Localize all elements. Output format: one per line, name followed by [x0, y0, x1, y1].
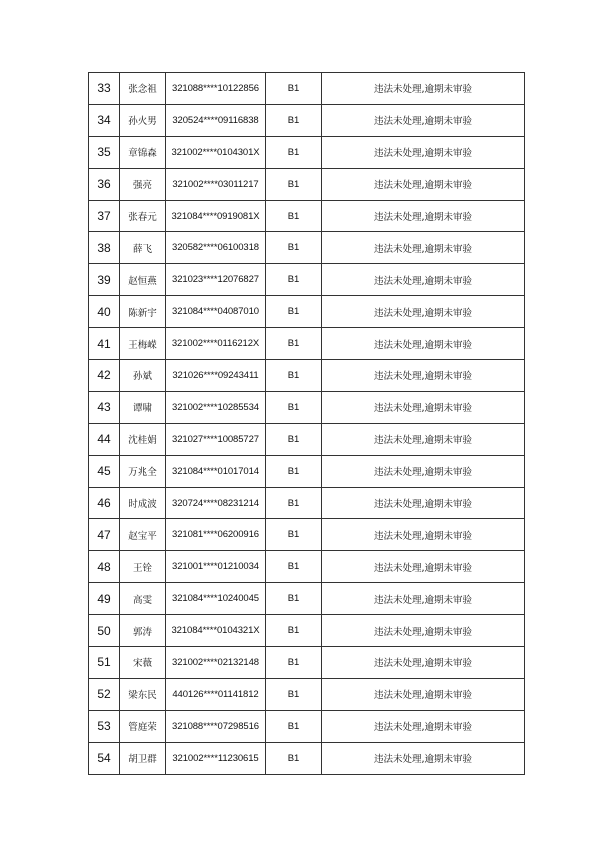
license-class: B1 [266, 391, 322, 423]
status-text: 违法未处理,逾期未审验 [322, 360, 525, 392]
status-text: 违法未处理,逾期未审验 [322, 328, 525, 360]
table-row [89, 328, 525, 360]
status-text: 违法未处理,逾期未审验 [322, 615, 525, 647]
table-row [89, 455, 525, 487]
license-class: B1 [266, 168, 322, 200]
status-text: 违法未处理,逾期未审验 [322, 710, 525, 742]
driver-name: 管庭荣 [120, 710, 166, 742]
row-number: 52 [89, 678, 120, 710]
id-number: 321081****06200916 [166, 519, 266, 551]
id-number: 321002****0104301X [166, 136, 266, 168]
license-class: B1 [266, 615, 322, 647]
row-number: 50 [89, 615, 120, 647]
license-class: B1 [266, 232, 322, 264]
driver-name: 胡卫群 [120, 742, 166, 774]
driver-name: 孙斌 [120, 360, 166, 392]
license-class: B1 [266, 583, 322, 615]
row-number: 53 [89, 710, 120, 742]
id-number: 321088****10122856 [166, 73, 266, 105]
id-number: 321027****10085727 [166, 423, 266, 455]
license-class: B1 [266, 328, 322, 360]
status-text: 违法未处理,逾期未审验 [322, 487, 525, 519]
table-row [89, 168, 525, 200]
row-number: 35 [89, 136, 120, 168]
license-class: B1 [266, 742, 322, 774]
status-text: 违法未处理,逾期未审验 [322, 742, 525, 774]
driver-name: 赵宝平 [120, 519, 166, 551]
driver-name: 谭啸 [120, 391, 166, 423]
row-number: 41 [89, 328, 120, 360]
status-text: 违法未处理,逾期未审验 [322, 104, 525, 136]
document-page [88, 72, 525, 775]
status-text: 违法未处理,逾期未审验 [322, 136, 525, 168]
driver-name: 薛飞 [120, 232, 166, 264]
license-class: B1 [266, 73, 322, 105]
table-row [89, 647, 525, 679]
id-number: 320724****08231214 [166, 487, 266, 519]
table-row [89, 73, 525, 105]
driver-table [88, 72, 525, 775]
row-number: 39 [89, 264, 120, 296]
table-row [89, 710, 525, 742]
id-number: 321002****02132148 [166, 647, 266, 679]
id-number: 321088****07298516 [166, 710, 266, 742]
license-class: B1 [266, 678, 322, 710]
license-class: B1 [266, 710, 322, 742]
row-number: 37 [89, 200, 120, 232]
row-number: 34 [89, 104, 120, 136]
driver-name: 陈新宇 [120, 296, 166, 328]
license-class: B1 [266, 519, 322, 551]
license-class: B1 [266, 455, 322, 487]
row-number: 49 [89, 583, 120, 615]
driver-name: 时成波 [120, 487, 166, 519]
driver-name: 张念祖 [120, 73, 166, 105]
id-number: 321026****09243411 [166, 360, 266, 392]
table-row [89, 104, 525, 136]
license-class: B1 [266, 104, 322, 136]
status-text: 违法未处理,逾期未审验 [322, 519, 525, 551]
row-number: 40 [89, 296, 120, 328]
id-number: 321002****11230615 [166, 742, 266, 774]
table-row [89, 487, 525, 519]
row-number: 42 [89, 360, 120, 392]
status-text: 违法未处理,逾期未审验 [322, 232, 525, 264]
id-number: 321084****01017014 [166, 455, 266, 487]
table-row [89, 615, 525, 647]
license-class: B1 [266, 551, 322, 583]
table-row [89, 296, 525, 328]
license-class: B1 [266, 296, 322, 328]
license-class: B1 [266, 264, 322, 296]
table-row [89, 742, 525, 774]
license-class: B1 [266, 423, 322, 455]
table-row [89, 232, 525, 264]
table-row [89, 423, 525, 455]
license-class: B1 [266, 647, 322, 679]
driver-name: 宋薇 [120, 647, 166, 679]
row-number: 33 [89, 73, 120, 105]
status-text: 违法未处理,逾期未审验 [322, 583, 525, 615]
status-text: 违法未处理,逾期未审验 [322, 678, 525, 710]
table-row [89, 136, 525, 168]
row-number: 43 [89, 391, 120, 423]
driver-name: 孙火男 [120, 104, 166, 136]
row-number: 51 [89, 647, 120, 679]
row-number: 36 [89, 168, 120, 200]
id-number: 321002****10285534 [166, 391, 266, 423]
id-number: 440126****01141812 [166, 678, 266, 710]
driver-name: 万兆全 [120, 455, 166, 487]
status-text: 违法未处理,逾期未审验 [322, 423, 525, 455]
row-number: 48 [89, 551, 120, 583]
driver-name: 沈桂娟 [120, 423, 166, 455]
status-text: 违法未处理,逾期未审验 [322, 200, 525, 232]
table-row [89, 678, 525, 710]
status-text: 违法未处理,逾期未审验 [322, 551, 525, 583]
table-row [89, 391, 525, 423]
driver-name: 梁东民 [120, 678, 166, 710]
row-number: 47 [89, 519, 120, 551]
driver-name: 强亮 [120, 168, 166, 200]
driver-name: 王铨 [120, 551, 166, 583]
table-row [89, 551, 525, 583]
driver-name: 郭涛 [120, 615, 166, 647]
id-number: 321023****12076827 [166, 264, 266, 296]
row-number: 54 [89, 742, 120, 774]
driver-name: 张春元 [120, 200, 166, 232]
status-text: 违法未处理,逾期未审验 [322, 296, 525, 328]
id-number: 320524****09116838 [166, 104, 266, 136]
status-text: 违法未处理,逾期未审验 [322, 168, 525, 200]
license-class: B1 [266, 487, 322, 519]
driver-name: 王梅嵘 [120, 328, 166, 360]
id-number: 321084****0104321X [166, 615, 266, 647]
license-class: B1 [266, 136, 322, 168]
license-class: B1 [266, 360, 322, 392]
table-row [89, 264, 525, 296]
table-row [89, 200, 525, 232]
driver-name: 高雯 [120, 583, 166, 615]
status-text: 违法未处理,逾期未审验 [322, 264, 525, 296]
table-row [89, 583, 525, 615]
row-number: 46 [89, 487, 120, 519]
id-number: 321084****10240045 [166, 583, 266, 615]
id-number: 321002****0116212X [166, 328, 266, 360]
driver-name: 赵恒燕 [120, 264, 166, 296]
row-number: 44 [89, 423, 120, 455]
driver-name: 章锦森 [120, 136, 166, 168]
row-number: 45 [89, 455, 120, 487]
status-text: 违法未处理,逾期未审验 [322, 73, 525, 105]
row-number: 38 [89, 232, 120, 264]
license-class: B1 [266, 200, 322, 232]
status-text: 违法未处理,逾期未审验 [322, 647, 525, 679]
table-row [89, 519, 525, 551]
id-number: 321084****0919081X [166, 200, 266, 232]
status-text: 违法未处理,逾期未审验 [322, 391, 525, 423]
id-number: 321002****03011217 [166, 168, 266, 200]
driver-table-body [89, 73, 525, 775]
status-text: 违法未处理,逾期未审验 [322, 455, 525, 487]
id-number: 321084****04087010 [166, 296, 266, 328]
id-number: 321001****01210034 [166, 551, 266, 583]
id-number: 320582****06100318 [166, 232, 266, 264]
table-row [89, 360, 525, 392]
